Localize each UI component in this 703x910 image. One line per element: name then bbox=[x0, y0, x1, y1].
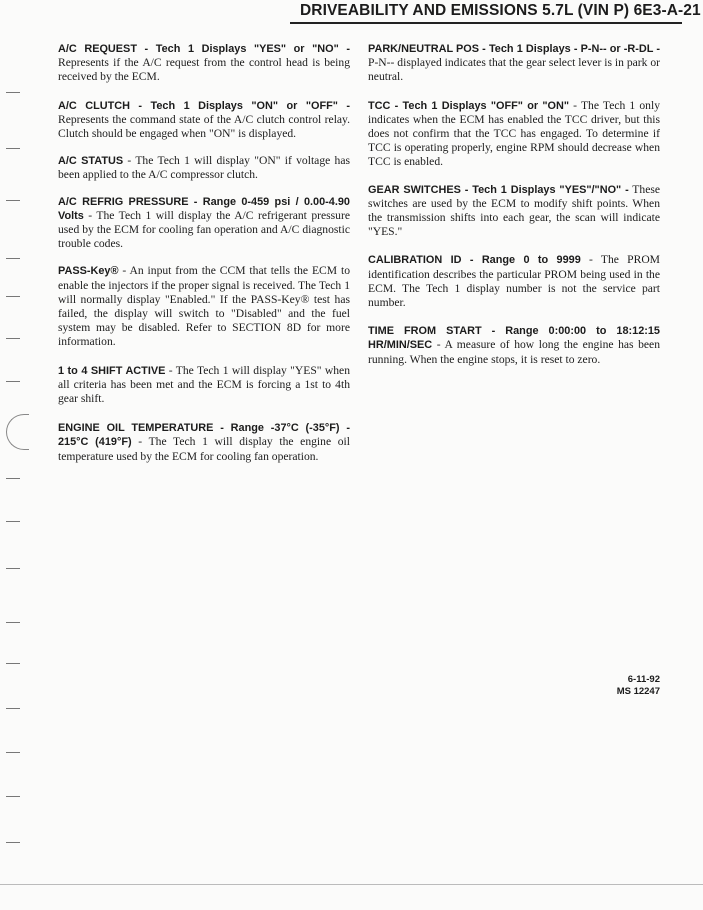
definition-term: TCC - Tech 1 Displays "OFF" or "ON" bbox=[368, 99, 570, 112]
binder-mark bbox=[6, 258, 20, 259]
footer-date: 6-11-92 bbox=[627, 674, 660, 685]
definition-text: - The PROM identification describes the particular PROM being used in the ECM. The Tech 1 display number is not the service part number. bbox=[368, 253, 660, 310]
definition-text: - The Tech 1 will display "ON" if voltage has been applied to the A/C compressor clutch. bbox=[58, 154, 350, 182]
page-header: DRIVEABILITY AND EMISSIONS 5.7L (VIN P) 6E3-A-21 bbox=[300, 2, 701, 19]
definition-entry bbox=[368, 253, 660, 310]
definition-entry bbox=[58, 42, 350, 85]
definition-entry bbox=[58, 195, 350, 252]
definition-text: Represents if the A/C request from the control head is being received by the ECM. bbox=[58, 56, 350, 84]
binder-mark bbox=[6, 338, 20, 339]
definition-entry bbox=[58, 364, 350, 407]
binder-mark bbox=[6, 92, 20, 93]
binder-mark bbox=[6, 663, 20, 664]
footer-code: MS 12247 bbox=[616, 686, 660, 697]
binder-mark bbox=[6, 842, 20, 843]
definition-term: GEAR SWITCHES - Tech 1 Displays "YES"/"NO" - bbox=[368, 183, 629, 196]
definition-term: CALIBRATION ID - Range 0 to 9999 bbox=[368, 254, 581, 267]
definition-text: - The Tech 1 only indicates when the ECM has enabled the TCC driver, but this does not confirm that the TCC has engaged. To determine if TCC is operating properly, engine RPM should decrease when TCC is enabled. bbox=[368, 98, 660, 169]
definition-entry bbox=[58, 421, 350, 464]
definition-term: A/C REQUEST - Tech 1 Displays "YES" or "NO" - bbox=[58, 43, 350, 55]
header-rule bbox=[290, 22, 682, 24]
right-column bbox=[368, 42, 660, 367]
definition-text: P-N-- displayed indicates that the gear select lever is in park or neutral. bbox=[368, 56, 660, 84]
definition-entry bbox=[368, 183, 660, 240]
definition-text: - The Tech 1 will display the A/C refrigerant pressure used by the ECM for cooling fan operation and A/C diagnostic trouble codes. bbox=[58, 208, 350, 251]
binder-mark bbox=[6, 752, 20, 753]
binder-mark bbox=[6, 200, 20, 201]
binder-mark bbox=[6, 148, 20, 149]
binder-mark bbox=[6, 381, 20, 382]
bottom-rule bbox=[0, 884, 703, 885]
binder-mark bbox=[6, 796, 20, 797]
definition-term: PASS-Key® bbox=[58, 265, 119, 278]
binder-mark bbox=[6, 478, 20, 479]
definition-text: Represents the command state of the A/C clutch control relay. Clutch should be engaged when "ON" is displayed. bbox=[58, 112, 350, 141]
definition-text: - An input from the CCM that tells the ECM to enable the injectors if the proper signal is received. The Tech 1 will normally display "Enabled." If the PASS-Key® test has failed, the display will switch to "Disabled" and the fuel system may be disabled. Refer to SECTION 8D for more information. bbox=[58, 264, 350, 349]
definition-term: 1 to 4 SHIFT ACTIVE bbox=[58, 364, 166, 377]
definition-term: A/C REFRIG PRESSURE - Range 0-459 psi / 0.00-4.90 Volts bbox=[58, 195, 350, 222]
definition-entry bbox=[368, 99, 660, 170]
document-footer bbox=[617, 674, 660, 698]
definition-entry bbox=[58, 264, 350, 349]
binder-mark bbox=[6, 521, 20, 522]
definition-entry bbox=[368, 324, 660, 367]
definition-text: - A measure of how long the engine has been running. When the engine stops, it is reset to zero. bbox=[368, 338, 660, 366]
definition-term: ENGINE OIL TEMPERATURE - Range -37°C (-35°F) - 215°C (419°F) bbox=[58, 422, 350, 449]
binder-mark bbox=[6, 296, 20, 297]
definition-term: A/C CLUTCH - Tech 1 Displays "ON" or "OFF" - bbox=[58, 99, 350, 112]
definition-entry bbox=[58, 99, 350, 142]
definition-entry bbox=[368, 42, 660, 85]
definition-entry bbox=[58, 154, 350, 182]
binder-mark bbox=[6, 622, 20, 623]
definition-text: - The Tech 1 will display "YES" when all criteria has been met and the ECM is forcing a 1st to 4th gear shift. bbox=[58, 363, 350, 406]
definition-term: PARK/NEUTRAL POS - Tech 1 Displays - P-N-- or -R-DL - bbox=[368, 43, 660, 55]
definition-term: A/C STATUS bbox=[58, 155, 124, 168]
binder-mark bbox=[6, 568, 20, 569]
definition-term: TIME FROM START - Range 0:00:00 to 18:12:15 HR/MIN/SEC bbox=[368, 325, 660, 352]
binder-hole bbox=[6, 414, 29, 450]
left-column bbox=[58, 42, 350, 464]
definition-text: - The Tech 1 will display the engine oil temperature used by the ECM for cooling fan operation. bbox=[58, 435, 350, 463]
binder-mark bbox=[6, 708, 20, 709]
definition-text: These switches are used by the ECM to modify shift points. When the transmission shifts into each gear, the scan will indicate "YES." bbox=[368, 182, 660, 239]
